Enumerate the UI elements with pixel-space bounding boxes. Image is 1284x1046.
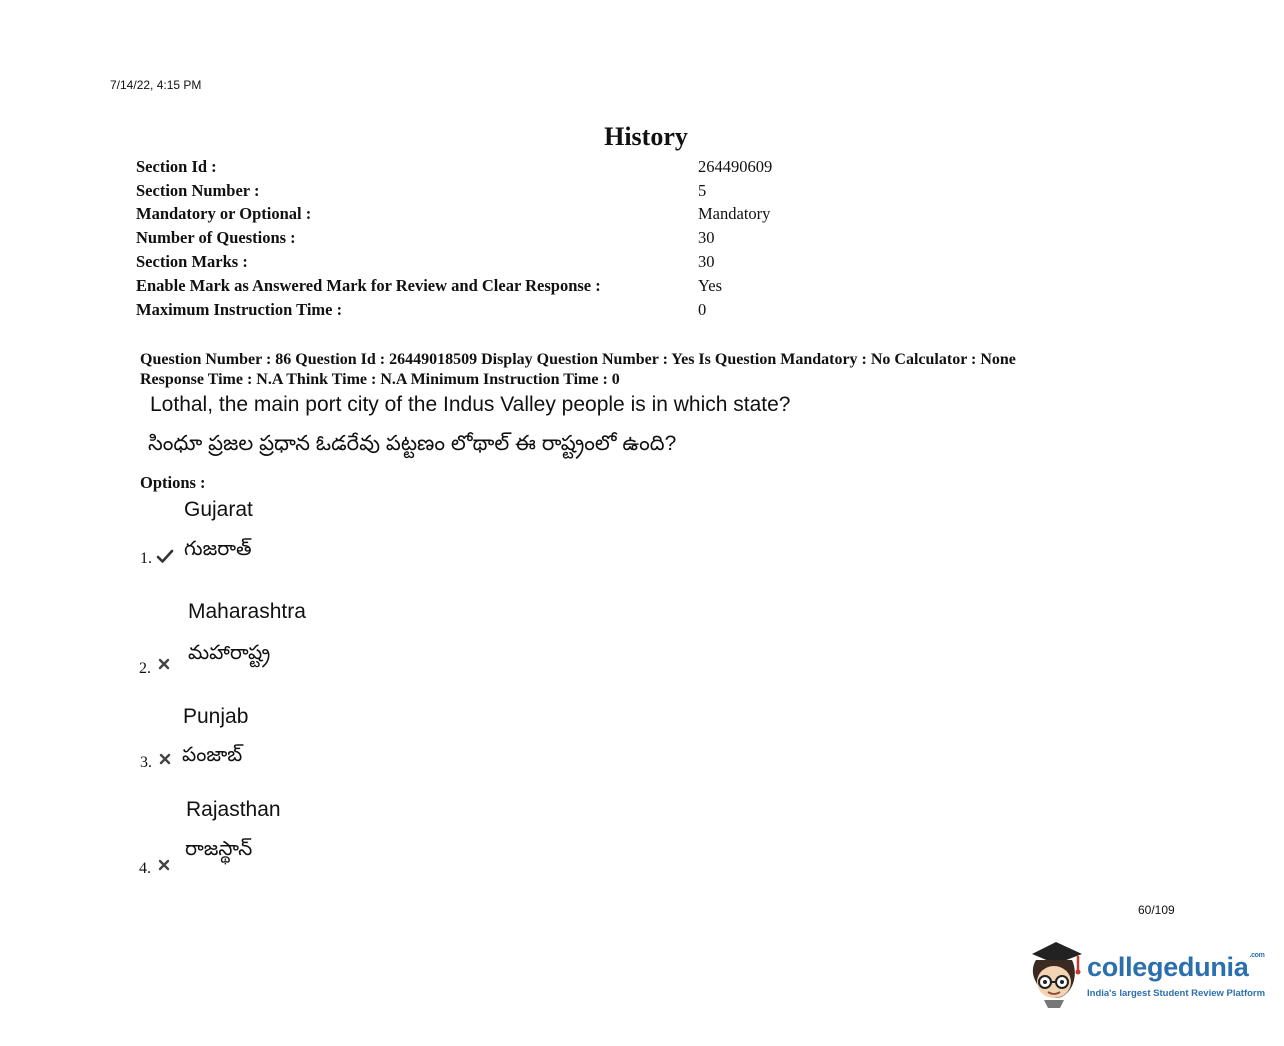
option-2-english: Maharashtra: [188, 600, 306, 623]
option-1-telugu: గుజరాత్: [184, 538, 252, 560]
wrong-cross-icon: [159, 753, 171, 769]
option-2-telugu: మహారాష్ట్ర: [188, 642, 271, 664]
section-info-label: Number of Questions :: [136, 228, 296, 248]
section-info-value: 5: [698, 180, 707, 200]
option-3-english: Punjab: [183, 705, 249, 728]
question-text-telugu: సింధూ ప్రజల ప్రధాన ఓడరేవు పట్టణం లోథాల్ ఈ రాష్ట్రంలో ఉంది?: [148, 432, 677, 455]
question-meta-line: Question Number : 86 Question Id : 26449018509 Display Question Number : Yes Is Question Mandatory : No Calculator : None: [140, 351, 1016, 368]
question-meta: [140, 350, 1016, 389]
section-info-row: [136, 274, 772, 298]
correct-check-icon: [156, 548, 174, 569]
page-number: 60/109: [1138, 903, 1175, 917]
option-4-number: 4.: [139, 860, 151, 877]
question-meta-line: Response Time : N.A Think Time : N.A Minimum Instruction Time : 0: [140, 370, 620, 388]
section-info-row: [136, 226, 772, 250]
section-info-table: [136, 155, 772, 322]
section-info-label: Section Id :: [136, 156, 217, 176]
section-info-value: 0: [698, 299, 707, 319]
section-info-label: Mandatory or Optional :: [136, 204, 312, 224]
print-timestamp: 7/14/22, 4:15 PM: [110, 78, 202, 92]
option-1-number: 1.: [140, 550, 152, 567]
section-info-value: 264490609: [698, 156, 773, 176]
section-info-value: Yes: [698, 275, 723, 295]
option-2-number: 2.: [139, 660, 151, 677]
brand-tagline: India's largest Student Review Platform: [1087, 988, 1266, 999]
brand-suffix: .com: [1249, 952, 1265, 959]
section-info-value: Mandatory: [698, 204, 771, 224]
section-info-row: [136, 298, 772, 322]
section-info-value: 30: [698, 228, 715, 248]
section-info-label: Section Marks :: [136, 252, 248, 272]
section-title: History: [604, 122, 688, 151]
section-info-row: [136, 155, 772, 179]
section-info-row: [136, 250, 772, 274]
wrong-cross-icon: [158, 859, 170, 875]
options-label: Options :: [140, 473, 206, 492]
wrong-cross-icon: [158, 658, 170, 674]
section-info-row: [136, 179, 772, 203]
option-4-english: Rajasthan: [186, 798, 281, 821]
section-info-row: [136, 203, 772, 227]
brand-name: [1087, 952, 1265, 983]
section-info-value: 30: [698, 252, 715, 272]
option-3-telugu: పంజాబ్: [182, 744, 243, 766]
section-info-label: Maximum Instruction Time :: [136, 299, 343, 319]
section-info-label: Enable Mark as Answered Mark for Review and Clear Response :: [136, 275, 601, 295]
option-3-number: 3.: [140, 754, 152, 771]
student-mascot-icon: [1026, 940, 1084, 1010]
question-text-english: Lothal, the main port city of the Indus Valley people is in which state?: [150, 393, 791, 416]
brand-name-text: collegedunia: [1087, 952, 1249, 982]
option-4-telugu: రాజస్థాన్: [185, 838, 253, 860]
option-1-english: Gujarat: [184, 498, 253, 521]
section-info-label: Section Number :: [136, 180, 260, 200]
